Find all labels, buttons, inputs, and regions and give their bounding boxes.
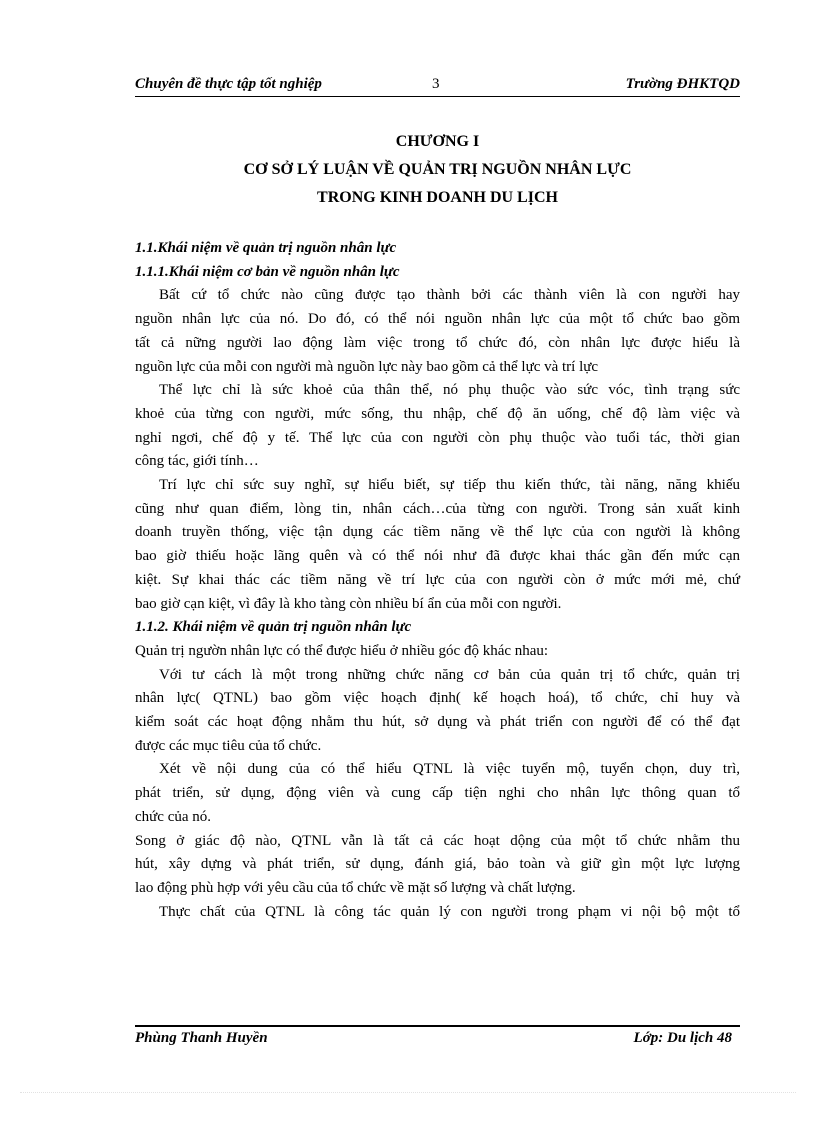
paragraph-line: doanh truyền thống, việc tận dụng các tiềm năng về thể lực của con người là không [135,524,740,541]
page-header [135,76,740,98]
paragraph-line: Thực chất của QTNL là công tác quản lý con người trong phạm vi nội bộ một tổ [159,903,740,920]
heading-1-1: 1.1.Khái niệm về quản trị nguồn nhân lực [135,240,397,256]
paragraph-line: công tác, giới tính… [135,453,259,470]
paragraph-line: nghỉ ngơi, chế độ y tế. Thể lực của con người còn phụ thuộc vào tuổi tác, thời gian [135,429,740,446]
chapter-title-line2: TRONG KINH DOANH DU LỊCH [317,189,558,206]
paragraph-line: lao động phù hợp với yêu cầu của tổ chức về mặt số lượng và chất lượng. [135,879,576,896]
paragraph-line: bao giờ thiếu hoặc lãng quên và có thể nói như đã được khai thác gần đến mức cạn [135,548,740,565]
paragraph-line: khoẻ của từng con người, mức sống, thu nhập, chế độ ăn uống, chế độ làm việc và [135,405,740,422]
paragraph-line: Thể lực chỉ là sức khoẻ của thân thể, nó phụ thuộc vào sức vóc, tình trạng sức [159,382,740,399]
page-bottom-dotted-line [20,1092,796,1093]
paragraph-line: được các mục tiêu của tổ chức. [135,737,322,754]
paragraph-line: tất cả nững người lao động làm việc trong tổ chức đó, còn nhân lực được hiểu là [135,334,740,351]
footer-class: Lớp: Du lịch 48 [633,1030,732,1046]
paragraph-line: cũng như quan điểm, lòng tin, nhân cách…của từng con người. Trong sản xuất kinh [135,500,740,517]
paragraph-line: Song ở giác độ nào, QTNL vẫn là tất cả các hoạt dộng của một tổ chức nhằm thu [135,832,740,849]
document-body [135,237,740,924]
paragraph-line: kiểm soát các hoạt động nhằm thu hút, sở dụng và phát triển con người để có thể đạt [135,714,740,731]
header-rule [135,96,740,97]
paragraph-line: phát triển, sử dụng, động viên và cung cấp tiện nghi cho nhân lực thông quan tổ [135,785,740,802]
header-university: Trường ĐHKTQD [625,76,740,92]
chapter-title-line1: CƠ SỞ LÝ LUẬN VỀ QUẢN TRỊ NGUỒN NHÂN LỰC [243,161,632,178]
paragraph-line: nguồn lực của mỗi con người mà nguồn lực này bao gồm cả thể lực và trí lực [135,358,599,375]
paragraph-line: Trí lực chỉ sức suy nghĩ, sự hiểu biết, sự tiếp thu kiến thức, tài năng, năng khiếu [159,477,740,494]
paragraph-line: Quản trị ngườn nhân lực có thể được hiểu ở nhiều góc độ khác nhau: [135,642,549,659]
paragraph-line: nguồn nhân lực của nó. Do đó, có thể nói nguồn nhân lực của một tổ chức bao gồm [135,311,740,328]
header-thesis-title: Chuyên đề thực tập tốt nghiệp [135,76,322,92]
paragraph-line: bao giờ cạn kiệt, vì đây là kho tàng còn nhiều bí ẩn của mỗi con người. [135,595,562,612]
heading-1-1-1: 1.1.1.Khái niệm cơ bản về nguồn nhân lực [135,263,400,280]
paragraph-line: nhân lực( QTNL) bao gồm việc hoạch định( kế hoạch hoá), tổ chức, chỉ huy và [135,690,740,707]
footer-author: Phùng Thanh Huyền [135,1030,268,1046]
paragraph-line: kiệt. Sự khai thác các tiềm năng về trí lực của con người còn ở mức mới mẻ, chứ [135,571,740,588]
paragraph-line: Với tư cách là một trong những chức năng cơ bản của quản trị tổ chức, quản trị [159,666,740,683]
footer-rule [135,1025,740,1027]
paragraph-line: Bất cứ tổ chức nào cũng được tạo thành bởi các thành viên là con người hay [159,287,740,304]
paragraph-line: chức của nó. [135,808,212,825]
paragraph-line: hút, xây dựng và phát triển, sử dụng, đánh giá, bảo toàn và giữ gìn một lực lượng [135,856,740,873]
header-page-number: 3 [432,76,440,92]
chapter-label: CHƯƠNG I [395,133,480,150]
paragraph-line: Xét về nội dung của có thể hiểu QTNL là việc tuyển mộ, tuyển chọn, duy trì, [159,761,740,778]
page-footer [135,1030,740,1052]
heading-1-1-2: 1.1.2. Khái niệm về quản trị nguồn nhân lực [135,619,412,636]
